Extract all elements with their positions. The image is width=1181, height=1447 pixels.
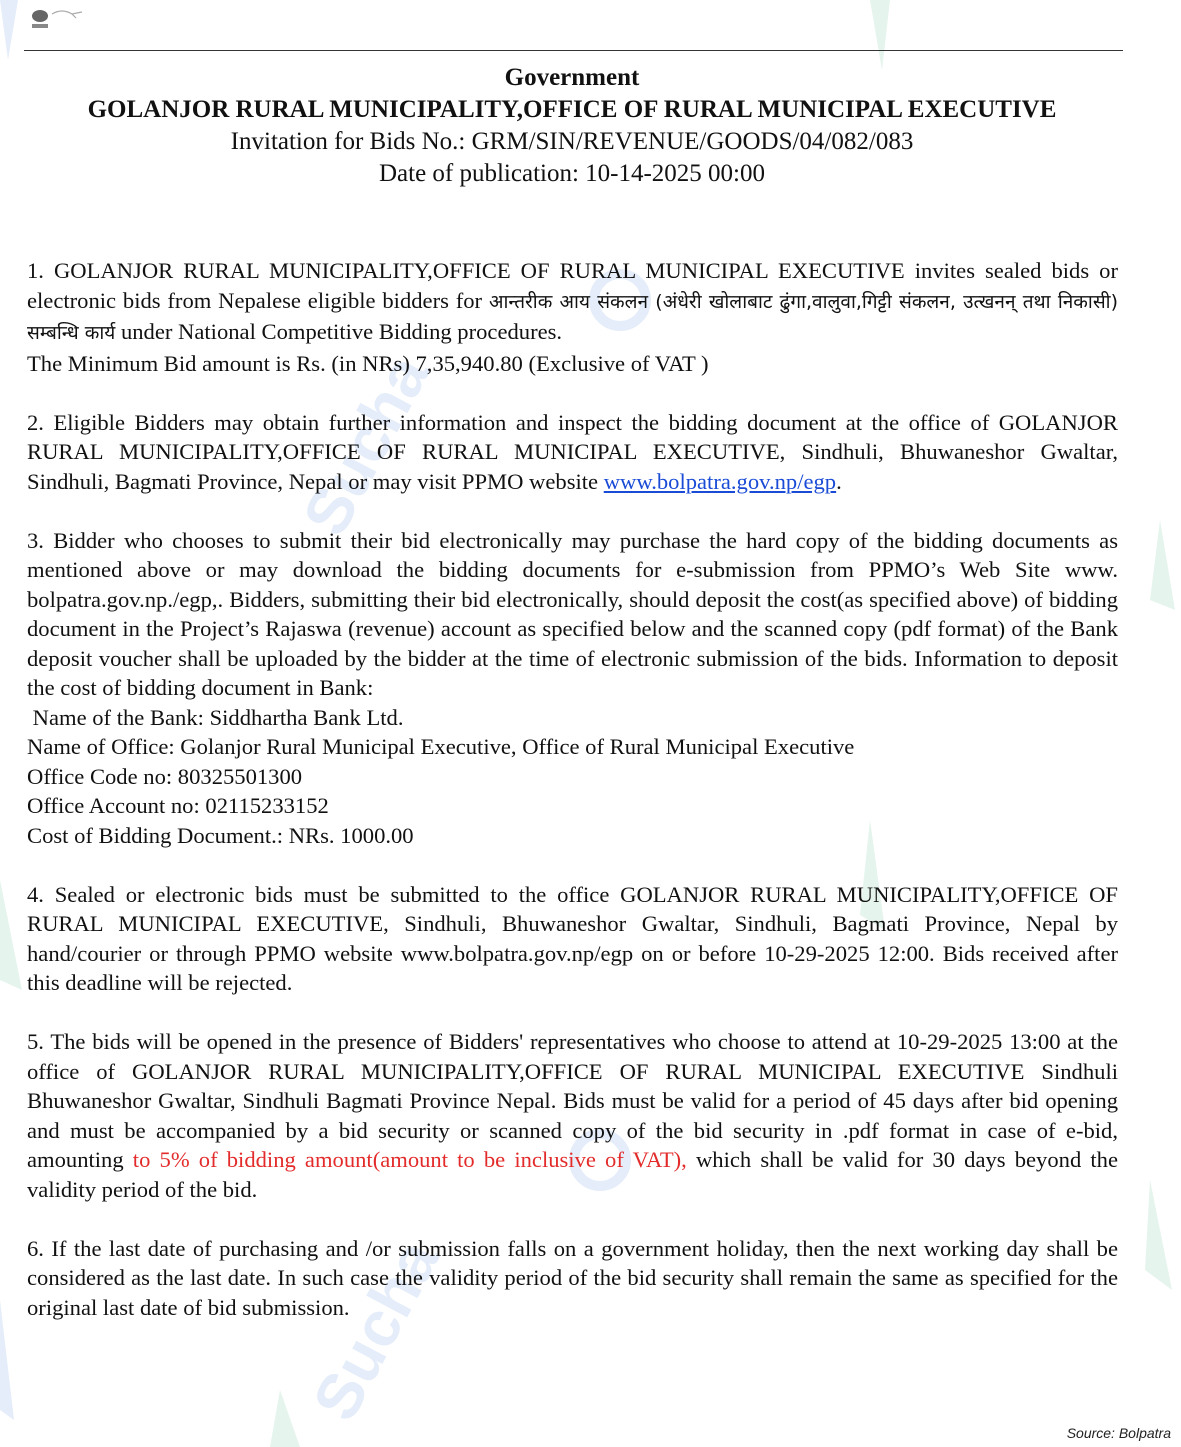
p2-text: 2. Eligible Bidders may obtain further information and inspect the bidding document at the office of GOLANJOR RURAL MUNICIPALITY,OFFICE OF RURAL MUNICIPAL EXECUTIVE, Sindhuli, Bhuwaneshor Gwaltar, Sindhuli, Bagmati Province, Nepal or may visit PPMO website <box>27 409 1118 494</box>
notice-body <box>27 256 1118 1352</box>
p1-procedure: under National Competitive Bidding procedures. <box>115 319 563 344</box>
source-credit: Source: Bolpatra <box>1066 1425 1171 1441</box>
watermark-arrow-icon <box>0 0 18 60</box>
watermark-arrow-icon <box>0 880 22 990</box>
paragraph-5 <box>27 1027 1118 1204</box>
watermark-logo-text: Sucha <box>298 1228 453 1432</box>
p1-nepali-work-title: आन्तरीक आय संकलन (अंधेरी खोलाबाट ढुंगा,वालुवा,गिट्टी संकलन, उत्खनन् तथा निकासी) सम्बन्धि कार्य <box>27 290 1118 344</box>
watermark-arrow-icon <box>270 1390 300 1447</box>
watermark-arrow-icon <box>1145 1180 1172 1290</box>
p5-text: 5. The bids will be opened in the presence of Bidders' representatives who choose to attend at 10-29-2025 13:00 at the office of GOLANJOR RURAL MUNICIPALITY,OFFICE OF RURAL MUNICIPAL EXECUTIVE Sindhuli Bhuwaneshor Gwaltar, Sindhuli Bagmati Province Nepal. Bids must be valid for a period of 45 days after bid opening and must be accompanied by a bid security or scanned copy of the bid security in .pdf format in case of e-bid, amounting <box>27 1029 1118 1172</box>
watermark-arrow-icon <box>870 0 890 70</box>
p6-text: 6. If the last date of purchasing and /or submission falls on a government holiday, then the next working day shall be considered as the last date. In such case the validity period of the bid security shall remain the same as specified for the original last date of bid submission. <box>27 1235 1118 1320</box>
government-level: Government <box>504 64 640 91</box>
paragraph-2 <box>27 408 1118 497</box>
organization-name: GOLANJOR RURAL MUNICIPALITY,OFFICE OF RURAL MUNICIPAL EXECUTIVE <box>87 96 1057 123</box>
bidding-document-cost: Cost of Bidding Document.: NRs. 1000.00 <box>27 822 414 848</box>
ifb-number: Invitation for Bids No.: GRM/SIN/REVENUE/GOODS/04/082/083 <box>230 128 914 155</box>
paragraph-4 <box>27 880 1118 998</box>
p2-end: . <box>836 468 842 494</box>
watermark-arrow-icon <box>0 1300 14 1420</box>
p4-text: 4. Sealed or electronic bids must be submitted to the office GOLANJOR RURAL MUNICIPALITY,OFFICE OF RURAL MUNICIPAL EXECUTIVE, Sindhuli, Bhuwaneshor Gwaltar, Sindhuli, Bagmati Province, Nepal by hand/courier or through PPMO website www.bolpatra.gov.np/egp on or before 10-29-2025 12:00. Bids received after this deadline will be rejected. <box>27 881 1118 995</box>
header-rule <box>24 50 1123 51</box>
publication-date: Date of publication: 10-14-2025 00:00 <box>378 160 766 187</box>
bid-security-amount: to 5% of bidding amount(amount to be inclusive of VAT), <box>132 1147 687 1172</box>
ppmo-website-link[interactable]: www.bolpatra.gov.np/egp <box>603 468 837 494</box>
watermark-logo-text: Sucha <box>288 343 443 547</box>
minimum-bid-amount: The Minimum Bid amount is Rs. (in NRs) 7,35,940.80 (Exclusive of VAT ) <box>27 350 709 376</box>
nepal-emblem-icon <box>28 4 98 32</box>
bank-name: Name of the Bank: Siddhartha Bank Ltd. <box>27 704 404 730</box>
p5-validity: which shall be valid for 30 days beyond the validity period of the bid. <box>27 1147 1118 1202</box>
p1-text: 1. GOLANJOR RURAL MUNICIPALITY,OFFICE OF RURAL MUNICIPAL EXECUTIVE invites sealed bids or electronic bids from Nepalese eligible bidders for <box>27 258 1118 313</box>
watermark-arrow-icon <box>1150 520 1175 610</box>
office-code: Office Code no: 80325501300 <box>27 763 303 789</box>
office-name: Name of Office: Golanjor Rural Municipal Executive, Office of Rural Municipal Executive <box>27 734 855 759</box>
document-header <box>24 62 1120 190</box>
office-account-no: Office Account no: 02115233152 <box>27 793 329 818</box>
p3-text: 3. Bidder who chooses to submit their bid electronically may purchase the hard copy of the bidding documents as mentioned above or may download the bidding documents for e-submission from PPMO’s Web Site www. bolpatra.gov.np./egp,. Bidders, submitting their bid electronically, should deposit the cost(as specified above) of bidding document in the Project’s Rajaswa (revenue) account as specified below and the scanned copy (pdf format) of the Bank deposit voucher shall be uploaded by the bidder at the time of electronic submission of the bids. Information to deposit the cost of bidding document in Bank: <box>27 527 1118 700</box>
paragraph-3 <box>27 526 1118 851</box>
paragraph-1 <box>27 256 1118 378</box>
paragraph-6 <box>27 1234 1118 1323</box>
